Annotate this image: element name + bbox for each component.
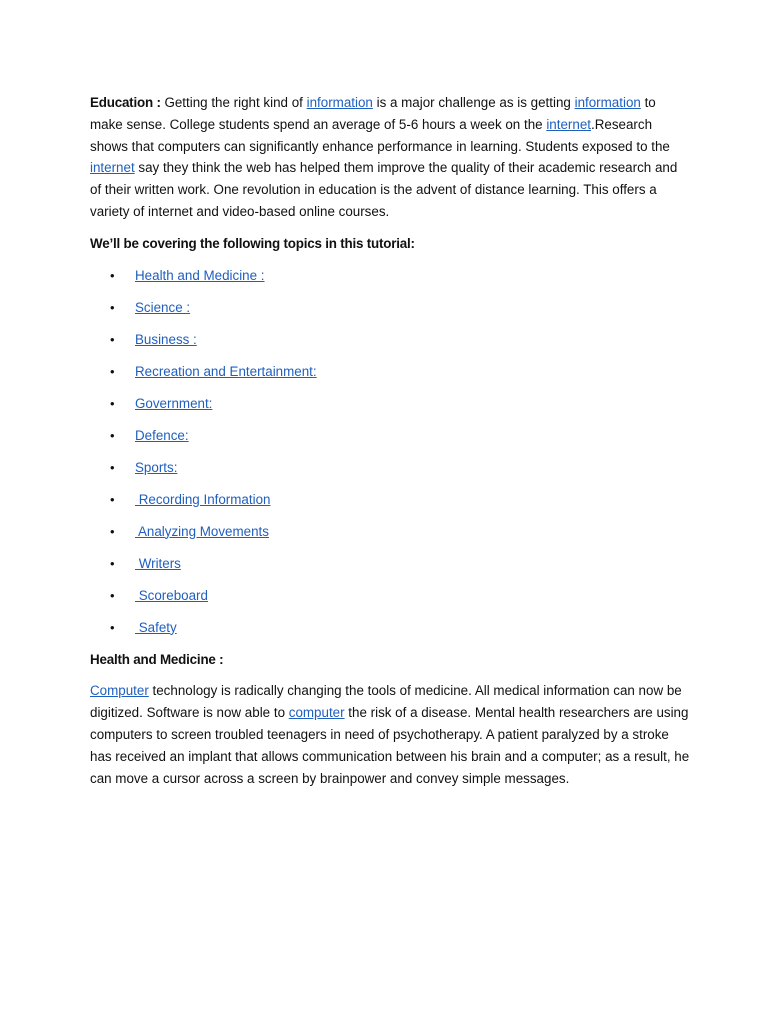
information-link[interactable]: information <box>306 95 373 110</box>
bullet-icon: • <box>110 587 115 603</box>
computer-link[interactable]: computer <box>288 705 345 721</box>
topic-link-recreation[interactable]: Recreation and Entertainment: <box>135 363 317 379</box>
bullet-icon: • <box>110 459 115 475</box>
health-text: the risk of a disease. Mental health researchers are using computers to screen troubled teenagers in need of psychotherapy. A patient paralyzed by a stroke has received an implant that allows communication between his brain and a computer; as a result, he can move a cursor across a screen by brainpower and convey simple messages. <box>90 705 690 786</box>
bullet-icon: • <box>110 555 115 571</box>
education-text: say they think the web has helped them improve the quality of their academic research and of their written work. One revolution in education is the advent of distance learning. This offers a variety of internet and video-based online courses. <box>90 160 678 219</box>
document-page <box>90 92 690 789</box>
topic-link-writers[interactable]: Writers <box>135 555 181 571</box>
bullet-icon: • <box>110 523 115 539</box>
information-link[interactable]: information <box>574 95 641 110</box>
list-item <box>90 297 690 329</box>
topic-link-government[interactable]: Government: <box>135 395 213 411</box>
list-item <box>90 457 690 489</box>
internet-link[interactable]: internet <box>546 116 591 132</box>
topics-heading: We’ll be covering the following topics in this tutorial: <box>90 235 415 251</box>
health-paragraph <box>90 680 690 789</box>
list-item <box>90 617 690 649</box>
bullet-icon: • <box>110 363 115 379</box>
topic-link-safety[interactable]: Safety <box>135 619 177 635</box>
list-item <box>90 265 690 297</box>
topic-link-health-and-medicine[interactable]: Health and Medicine : <box>135 267 265 283</box>
topic-link-analyzing-movements[interactable]: Analyzing Movements <box>135 523 269 539</box>
topic-link-science[interactable]: Science : <box>135 299 191 315</box>
bullet-icon: • <box>110 331 115 347</box>
education-text: is a major challenge as is getting <box>372 95 575 110</box>
bullet-icon: • <box>110 427 115 443</box>
list-item <box>90 425 690 457</box>
bullet-icon: • <box>110 491 115 507</box>
topics-list <box>90 265 690 649</box>
bullet-icon: • <box>110 267 115 283</box>
health-text: technology is radically changing the tools of medicine. All medical information can now be digitized. Software is now able to <box>90 683 682 721</box>
list-item <box>90 329 690 361</box>
topic-link-defence[interactable]: Defence: <box>135 427 189 443</box>
bullet-icon: • <box>110 619 115 635</box>
list-item <box>90 393 690 425</box>
topic-link-sports[interactable]: Sports: <box>135 459 178 475</box>
computer-link[interactable]: Computer <box>90 683 149 699</box>
list-item <box>90 585 690 617</box>
health-heading: Health and Medicine : <box>90 651 224 667</box>
topic-link-business[interactable]: Business : <box>135 331 197 347</box>
education-text: .Research shows that computers can significantly enhance performance in learning. Students exposed to the <box>90 116 670 154</box>
education-heading: Education : <box>90 95 161 110</box>
list-item <box>90 361 690 393</box>
education-text: to make sense. College students spend an average of 5-6 hours a week on the <box>90 95 656 132</box>
topic-link-scoreboard[interactable]: Scoreboard <box>135 587 208 603</box>
education-paragraph <box>90 92 690 223</box>
internet-link[interactable]: internet <box>90 160 135 176</box>
list-item <box>90 521 690 553</box>
topic-link-recording-information[interactable]: Recording Information <box>135 491 271 507</box>
bullet-icon: • <box>110 299 115 315</box>
bullet-icon: • <box>110 395 115 411</box>
list-item <box>90 553 690 585</box>
list-item <box>90 489 690 521</box>
education-text: Getting the right kind of <box>160 95 307 110</box>
